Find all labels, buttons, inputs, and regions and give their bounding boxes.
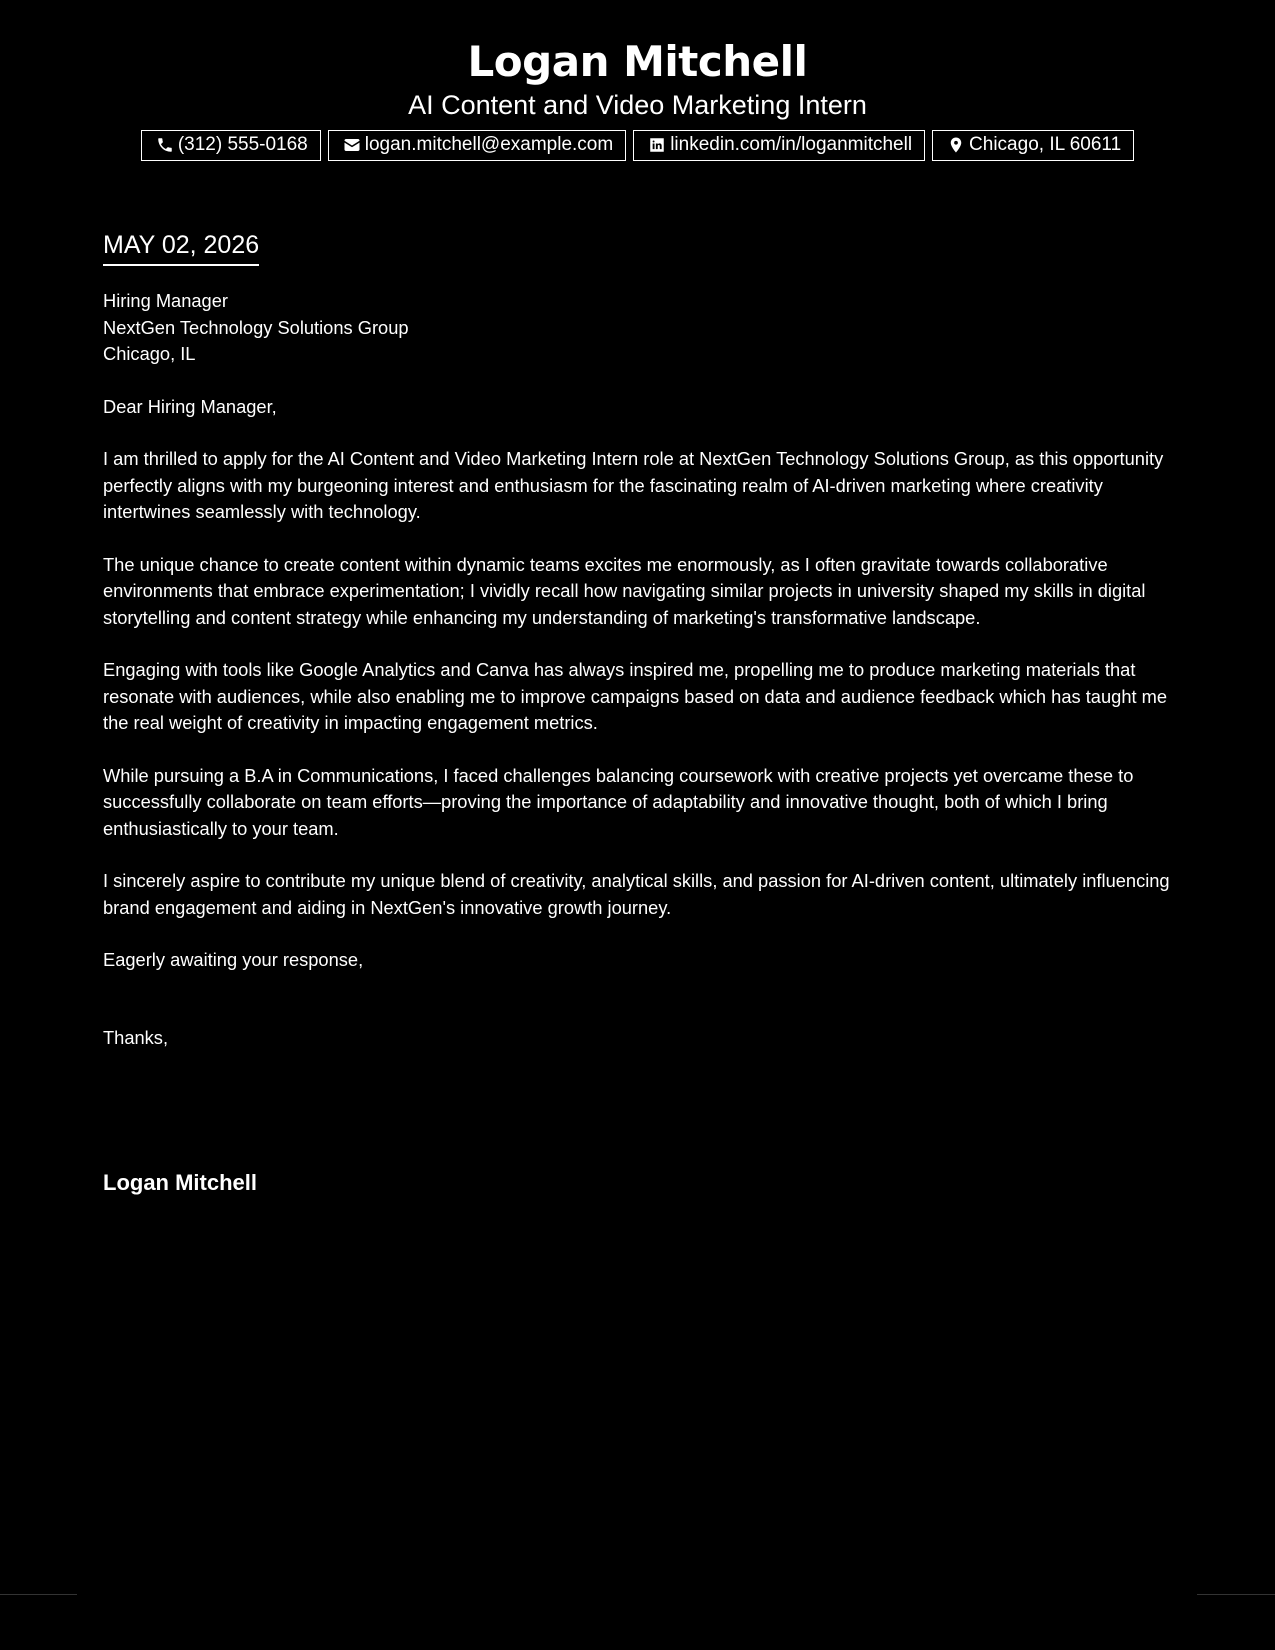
letter-body (103, 228, 1178, 1197)
recipient-block (103, 288, 1178, 368)
contact-phone[interactable] (141, 130, 321, 161)
recipient-company: NextGen Technology Solutions Group (103, 316, 409, 338)
contact-location-text: Chicago, IL 60611 (969, 134, 1122, 155)
sign-off: Thanks, (103, 1026, 169, 1048)
phone-icon (156, 136, 174, 154)
contact-bar (0, 130, 1275, 161)
contact-linkedin[interactable] (633, 130, 925, 161)
body-paragraph: I am thrilled to apply for the AI Content and Video Marketing Intern role at NextGen Technology Solutions Group, as this opportunity perfectly aligns with my burgeoning interest and enthusiasm for the fascinating realm of AI-driven marketing where creativity intertwines seamlessly with technology. (103, 448, 1164, 522)
applicant-name: Logan Mitchell (467, 37, 808, 86)
body-paragraph: The unique chance to create content within dynamic teams excites me enormously, as I often gravitate towards collaborative environments that embrace experimentation; I vividly recall how navigating similar projects in university shaped my skills in digital storytelling and content strategy while enhancing my understanding of marketing's transformative landscape. (103, 553, 1146, 628)
letter-header (0, 0, 1275, 161)
recipient-name: Hiring Manager (103, 290, 228, 311)
contact-email-text: logan.mitchell@example.com (364, 134, 614, 155)
body-paragraph: Engaging with tools like Google Analytics and Canva has always inspired me, propelling me to produce marketing materials that resonate with audiences, while also enabling me to improve campaigns based on data and audience feedback which has taught me the real weight of creativity in impacting engagement metrics. (103, 659, 1168, 733)
contact-location[interactable] (932, 130, 1134, 161)
envelope-icon (343, 136, 361, 154)
footer-divider-right (1197, 1594, 1275, 1595)
linkedin-icon (648, 136, 666, 154)
signature-name: Logan Mitchell (103, 1170, 257, 1195)
job-title: AI Content and Video Marketing Intern (408, 90, 867, 120)
recipient-location: Chicago, IL (103, 343, 196, 364)
salutation: Dear Hiring Manager, (103, 395, 277, 417)
letter-date: MAY 02, 2026 (103, 228, 259, 266)
contact-linkedin-text: linkedin.com/in/loganmitchell (670, 134, 913, 155)
footer-divider-left (0, 1594, 77, 1595)
contact-email[interactable] (328, 130, 626, 161)
contact-phone-text: (312) 555-0168 (177, 134, 308, 155)
closing-line: Eagerly awaiting your response, (103, 949, 364, 970)
body-paragraph: While pursuing a B.A in Communications, I faced challenges balancing coursework with creative projects yet overcame these to successfully collaborate on team efforts—proving the importance of adaptability and innovative thought, both of which I bring enthusiastically to your team. (103, 764, 1134, 839)
map-marker-icon (947, 136, 965, 154)
body-paragraph: I sincerely aspire to contribute my unique blend of creativity, analytical skills, and passion for AI-driven content, ultimately influencing brand engagement and aiding in NextGen's innovative growth journey. (103, 870, 1170, 918)
